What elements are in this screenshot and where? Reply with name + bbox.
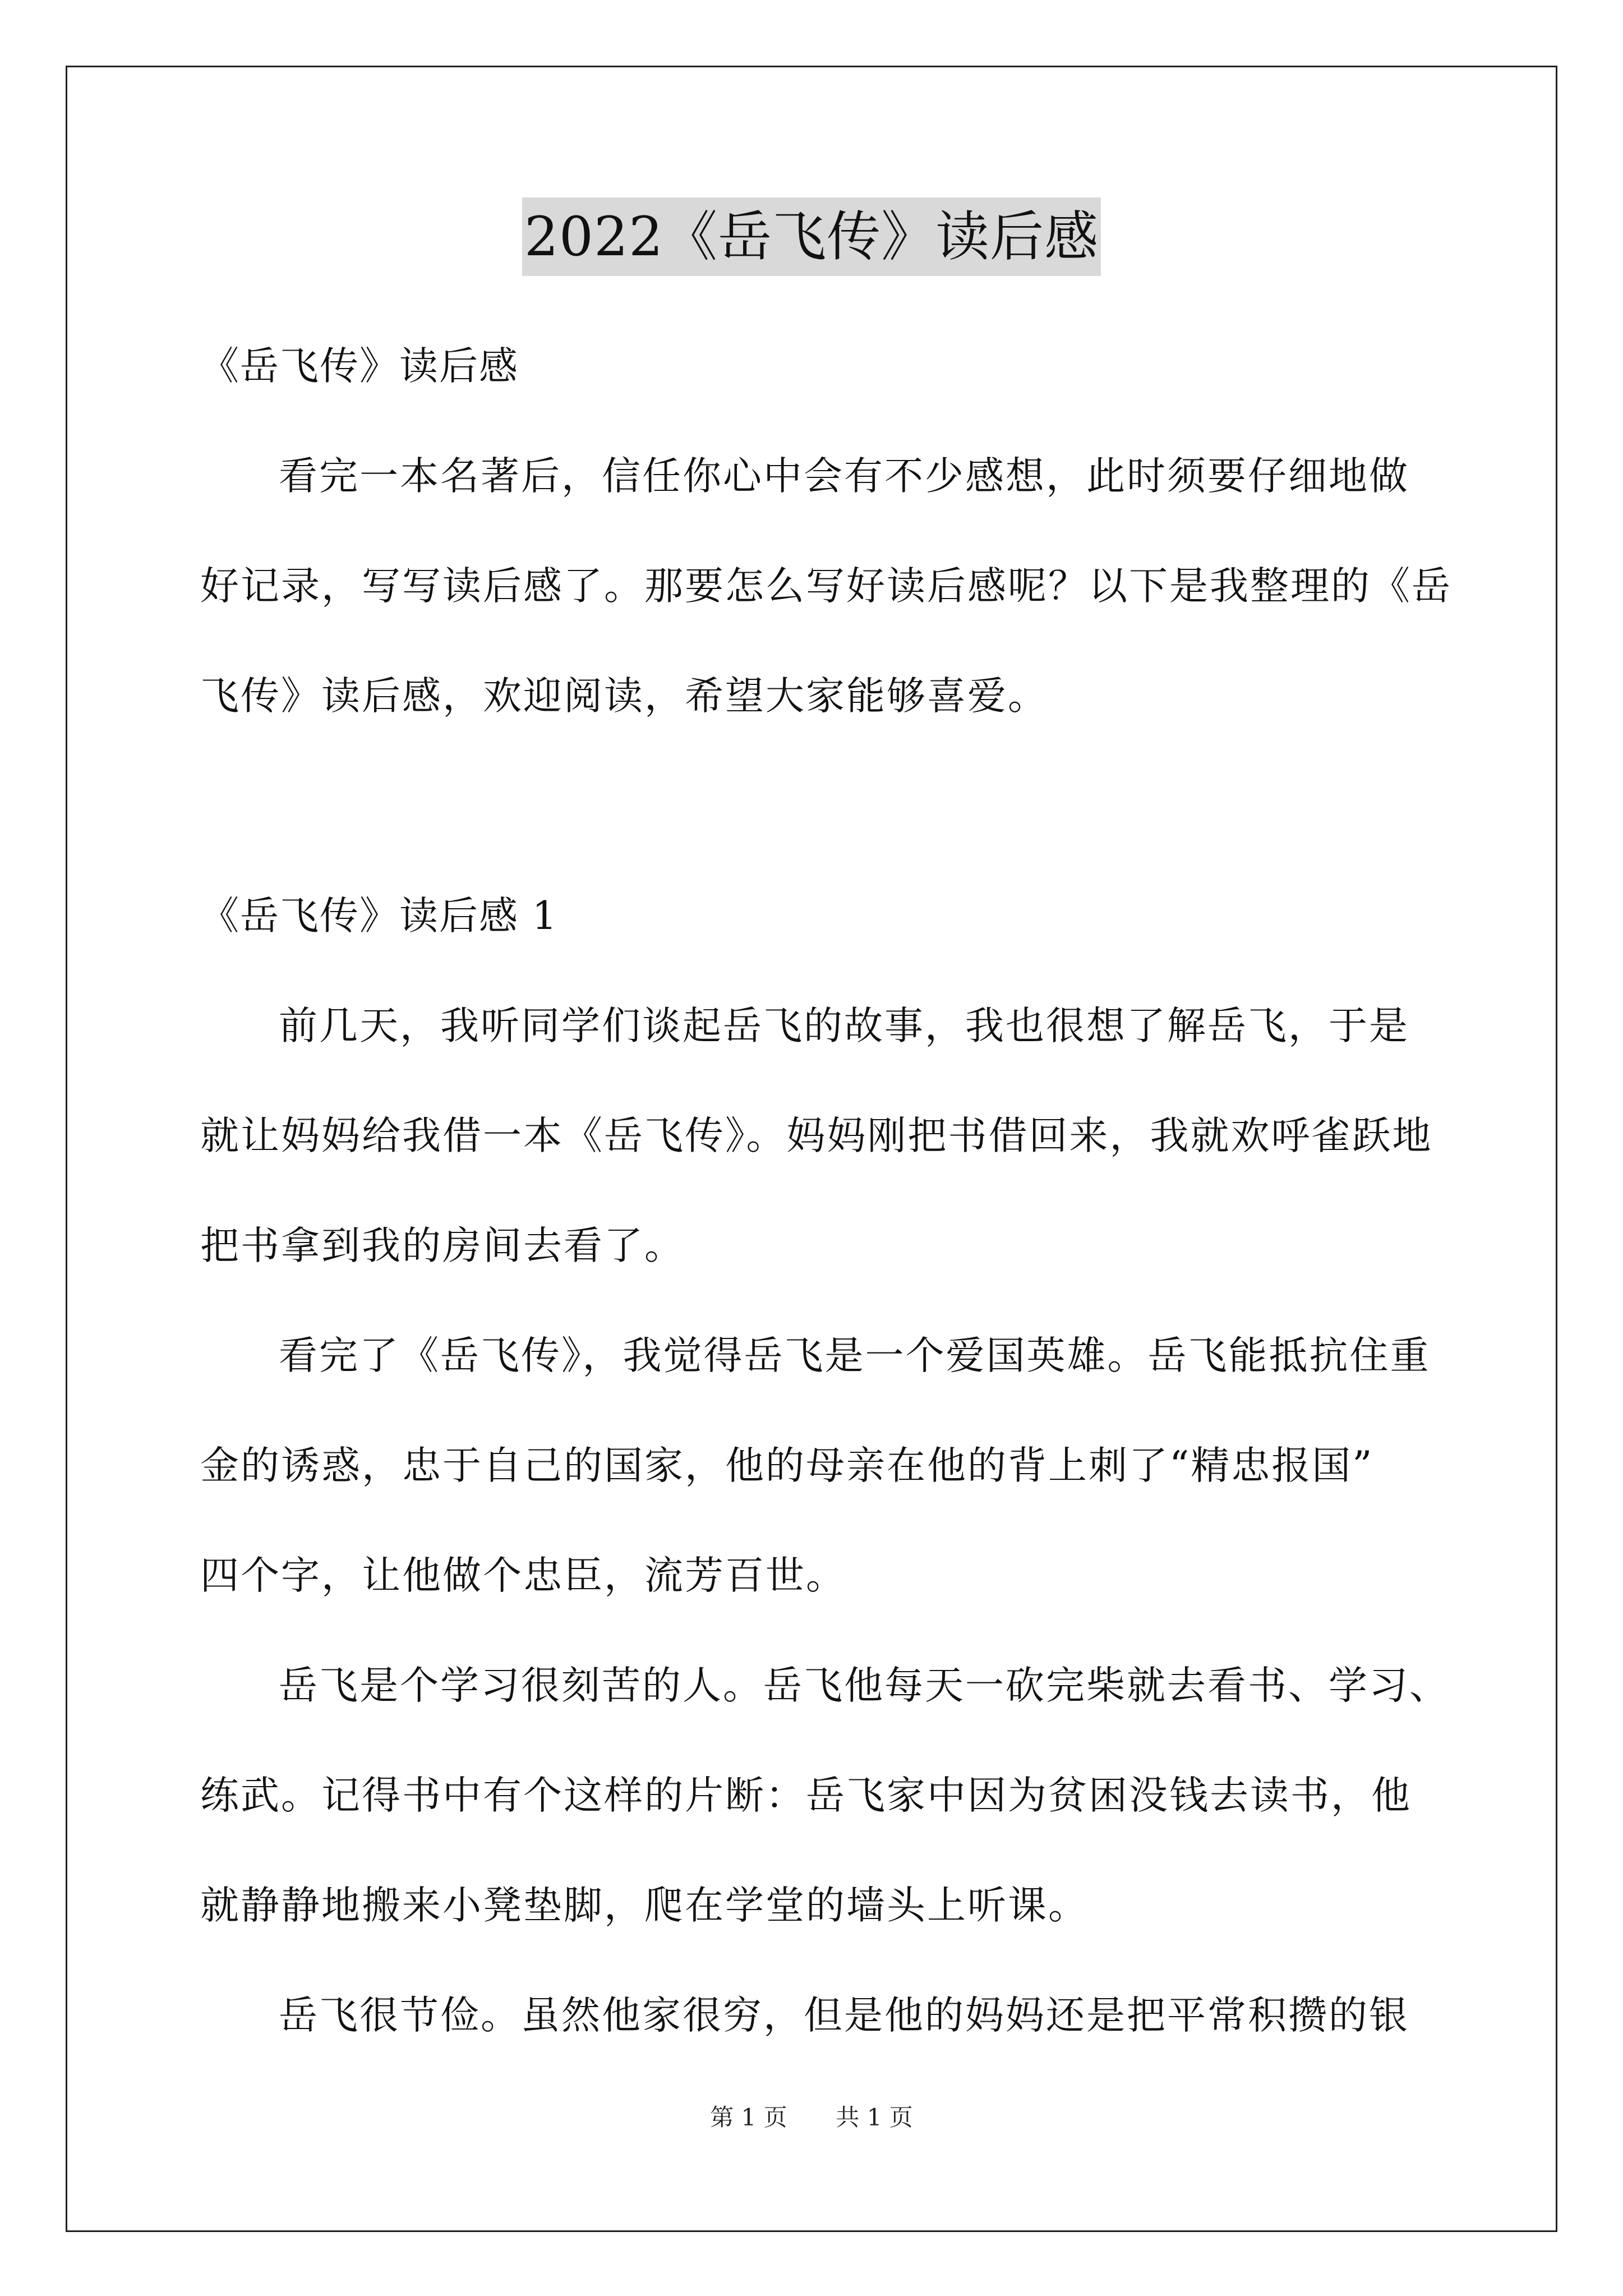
page-number: 第 1 页 bbox=[710, 2104, 787, 2131]
intro-line: 好记录，写写读后感了。那要怎么写好读后感呢？以下是我整理的《岳 bbox=[200, 564, 1452, 609]
document-title: 2022《岳飞传》读后感 bbox=[522, 197, 1101, 276]
blank-line bbox=[200, 751, 1434, 861]
paragraph-line: 前几天，我听同学们谈起岳飞的故事，我也很想了解岳飞，于是 bbox=[279, 1004, 1409, 1048]
intro-line: 看完一本名著后，信任你心中会有不少感想，此时须要仔细地做 bbox=[279, 454, 1409, 499]
title-container bbox=[0, 197, 1623, 276]
page-footer bbox=[0, 2101, 1623, 2134]
paragraph-line: 金的诱惑，忠于自己的国家，他的母亲在他的背上刺了“精忠报国” bbox=[200, 1443, 1374, 1488]
intro-line: 飞传》读后感，欢迎阅读，希望大家能够喜爱。 bbox=[200, 674, 1048, 719]
section-heading: 《岳飞传》读后感 1 bbox=[200, 894, 558, 938]
paragraph-line: 就静静地搬来小凳垫脚，爬在学堂的墙头上听课。 bbox=[200, 1883, 1089, 1928]
paragraph-line: 练武。记得书中有个这样的片断：岳飞家中因为贫困没钱去读书，他 bbox=[200, 1773, 1412, 1818]
paragraph-line: 岳飞很节俭。虽然他家很穷，但是他的妈妈还是把平常积攒的银 bbox=[279, 1993, 1409, 2038]
page-total: 共 1 页 bbox=[836, 2104, 913, 2131]
subtitle: 《岳飞传》读后感 bbox=[200, 344, 519, 389]
paragraph-line: 看完了《岳飞传》，我觉得岳飞是一个爱国英雄。岳飞能抵抗住重 bbox=[279, 1333, 1431, 1378]
paragraph-line: 岳飞是个学习很刻苦的人。岳飞他每天一砍完柴就去看书、学习、 bbox=[279, 1663, 1450, 1708]
document-body bbox=[200, 311, 1452, 2070]
paragraph-line: 把书拿到我的房间去看了。 bbox=[200, 1223, 685, 1268]
paragraph-line: 四个字，让他做个忠臣，流芳百世。 bbox=[200, 1553, 846, 1598]
paragraph-line: 就让妈妈给我借一本《岳飞传》。妈妈刚把书借回来，我就欢呼雀跃地 bbox=[200, 1114, 1433, 1158]
